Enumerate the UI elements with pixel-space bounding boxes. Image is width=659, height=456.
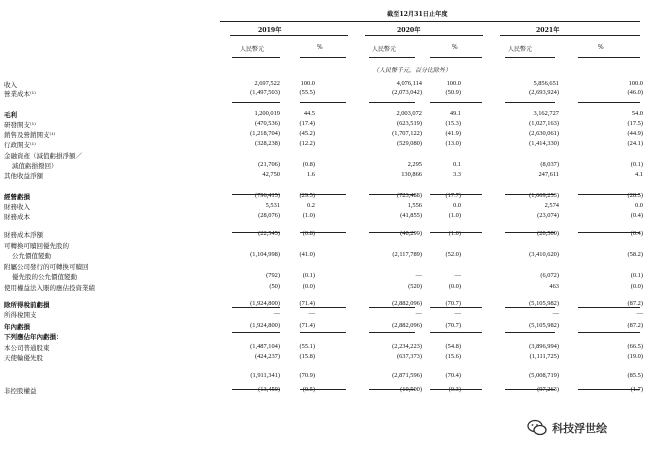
cell-value: 0.2 — [307, 202, 315, 209]
cell-value: (520) — [408, 283, 422, 290]
sum-rule — [505, 194, 555, 195]
cell-value: (0.8) — [302, 161, 315, 168]
watermark-text: 科技浮世绘 — [552, 422, 608, 435]
sum-rule — [300, 389, 346, 390]
cell-value: (2,882,096) — [392, 322, 422, 329]
wechat-bubble-icon — [527, 419, 547, 437]
cell-value: (1,027,163) — [529, 120, 559, 127]
cell-value: (50.9) — [445, 89, 461, 96]
sum-rule — [578, 307, 640, 308]
cell-value: — — [454, 310, 461, 317]
cell-value: (0.1) — [630, 161, 643, 168]
row-label: 營業成本⁽¹⁾ — [4, 90, 36, 98]
sum-rule — [430, 102, 482, 103]
cell-value: — — [454, 272, 461, 279]
cell-value: (2,234,223) — [392, 343, 422, 350]
cell-value: (1,707,122) — [392, 130, 422, 137]
cell-value: 5,531 — [265, 202, 280, 209]
cell-value: 1,556 — [407, 202, 422, 209]
cell-value: (97,263) — [537, 386, 559, 393]
header-rule — [220, 21, 640, 22]
sum-rule — [430, 307, 482, 308]
cell-value: (1.0) — [448, 212, 461, 219]
year-2020: 2020年 — [397, 27, 421, 34]
cell-value: (46.0) — [627, 89, 643, 96]
cell-value: (529,080) — [396, 140, 422, 147]
cell-value: 100.0 — [300, 80, 315, 87]
cell-value: 5,856,651 — [533, 80, 559, 87]
cell-value: (470,536) — [254, 120, 280, 127]
cell-value: (792) — [266, 272, 280, 279]
cell-value: (1.0) — [302, 212, 315, 219]
sum-rule — [505, 332, 555, 333]
cell-value: (1,111,725) — [529, 353, 559, 360]
sum-rule — [369, 307, 415, 308]
sum-rule — [369, 389, 415, 390]
cell-value: (15.6) — [445, 353, 461, 360]
year-2021: 2021年 — [536, 27, 560, 34]
cell-value: (71.4) — [299, 300, 315, 307]
cell-value: (0.8) — [302, 230, 315, 237]
cell-value: (0.0) — [448, 283, 461, 290]
cell-value: 3.3 — [453, 171, 461, 178]
cell-value: (3,896,994) — [529, 343, 559, 350]
cell-value: 42,750 — [262, 171, 280, 178]
cell-value: 100.0 — [446, 80, 461, 87]
watermark — [527, 417, 607, 437]
row-label: 下列應佔年內虧損： — [4, 333, 63, 341]
col-pct-2020: % — [452, 44, 458, 51]
cell-value: (41.9) — [445, 130, 461, 137]
cell-value: — — [415, 272, 422, 279]
cell-value: (328,238) — [254, 140, 280, 147]
subrule — [505, 57, 555, 58]
row-label: 毛利 — [4, 111, 17, 119]
cell-value: (1,497,503) — [250, 89, 280, 96]
sum-rule — [300, 332, 346, 333]
sum-rule — [300, 194, 346, 195]
row-label: 其他收益淨額 — [4, 172, 43, 180]
row-label: 財務收入 — [4, 203, 30, 211]
cell-value: (45.2) — [299, 130, 315, 137]
cell-value: (0.3) — [448, 386, 461, 393]
sum-rule — [430, 194, 482, 195]
cell-value: (70.9) — [299, 372, 315, 379]
cell-value: (1.7) — [630, 386, 643, 393]
period-header: 截至12月31日止年度 — [387, 11, 448, 18]
rule-2021 — [500, 35, 640, 36]
cell-value: (58.2) — [627, 251, 643, 258]
row-label: 財務成本淨額 — [4, 231, 43, 239]
row-label: 行政開支⁽¹⁾ — [4, 141, 36, 149]
cell-value: (0.0) — [630, 283, 643, 290]
sum-rule — [369, 194, 415, 195]
col-rmb-2020: 人民幣元 — [372, 46, 397, 53]
cell-value: (28.5) — [627, 192, 643, 199]
cell-value: (1,104,998) — [250, 251, 280, 258]
cell-value: 1.6 — [307, 171, 315, 178]
cell-value: 0.0 — [635, 202, 643, 209]
cell-value: (6,072) — [540, 272, 559, 279]
cell-value: (5,105,982) — [529, 300, 559, 307]
cell-value: (29.5) — [299, 192, 315, 199]
cell-value: (2,693,924) — [529, 89, 559, 96]
cell-value: (87.2) — [627, 300, 643, 307]
sum-rule — [232, 102, 280, 103]
cell-value: (1,924,800) — [250, 322, 280, 329]
sum-rule — [232, 332, 280, 333]
sum-rule — [232, 389, 280, 390]
sum-rule — [505, 307, 555, 308]
cell-value: (2,073,042) — [392, 89, 422, 96]
cell-value: 0.0 — [453, 202, 461, 209]
cell-value: 4.1 — [635, 171, 643, 178]
cell-value: (17.5) — [627, 120, 643, 127]
cell-value: (2,630,061) — [529, 130, 559, 137]
cell-value: (3,410,620) — [529, 251, 559, 258]
sum-rule — [578, 332, 640, 333]
cell-value: 54.0 — [631, 110, 643, 117]
row-label: 天使輪優先股 — [4, 354, 43, 362]
cell-value: (723,488) — [396, 192, 422, 199]
cell-value: 1,200,019 — [254, 110, 280, 117]
cell-value: (71.4) — [299, 322, 315, 329]
cell-value: (19.0) — [627, 353, 643, 360]
cell-value: (50) — [269, 283, 280, 290]
cell-value: (1,911,341) — [250, 372, 280, 379]
cell-value: (41,855) — [400, 212, 422, 219]
cell-value: — — [415, 310, 422, 317]
cell-value: (637,373) — [396, 353, 422, 360]
sum-rule — [232, 307, 280, 308]
cell-value: — — [308, 310, 315, 317]
row-label: 公允價值變動 — [12, 252, 51, 260]
subrule — [369, 57, 415, 58]
cell-value: (1,487,104) — [250, 343, 280, 350]
cell-value: 130,866 — [401, 171, 422, 178]
cell-value: (23,074) — [537, 212, 559, 219]
cell-value: (1,414,330) — [529, 140, 559, 147]
row-label: 經營虧損 — [4, 193, 30, 201]
year-2019: 2019年 — [258, 27, 282, 34]
sum-rule — [300, 232, 346, 233]
cell-value: (424,237) — [254, 353, 280, 360]
cell-value: (21,706) — [258, 161, 280, 168]
cell-value: (15.3) — [445, 120, 461, 127]
cell-value: (8,037) — [540, 161, 559, 168]
col-rmb-2019: 人民幣元 — [240, 46, 265, 53]
row-label: 年內虧損 — [4, 323, 30, 331]
cell-value: (87.2) — [627, 322, 643, 329]
cell-value: (2,117,789) — [392, 251, 422, 258]
cell-value: — — [273, 310, 280, 317]
sum-rule — [430, 389, 482, 390]
cell-value: — — [636, 310, 643, 317]
cell-value: (13.0) — [445, 140, 461, 147]
row-label: 優先股的公允價值變動 — [12, 273, 77, 281]
sum-rule — [505, 232, 555, 233]
sum-rule — [578, 232, 640, 233]
cell-value: (70.7) — [445, 300, 461, 307]
cell-value: (0.1) — [630, 272, 643, 279]
cell-value: (2,882,096) — [392, 300, 422, 307]
cell-value: (1,669,253) — [529, 192, 559, 199]
sum-rule — [369, 102, 415, 103]
cell-value: 2,697,522 — [254, 80, 280, 87]
unit-note: （人民幣千元，百分比除外） — [373, 67, 452, 74]
cell-value: (70.4) — [445, 372, 461, 379]
cell-value: (44.9) — [627, 130, 643, 137]
sum-rule — [578, 102, 640, 103]
sum-rule — [578, 389, 640, 390]
cell-value: 463 — [549, 283, 559, 290]
cell-value: (22,545) — [258, 230, 280, 237]
cell-value: (52.0) — [445, 251, 461, 258]
cell-value: (12.2) — [299, 140, 315, 147]
cell-value: (1,218,704) — [250, 130, 280, 137]
cell-value: 4,076,114 — [396, 80, 422, 87]
cell-value: 0.1 — [453, 161, 461, 168]
cell-value: (17.4) — [299, 120, 315, 127]
row-label: 附屬公司發行的可轉換可贖回 — [4, 263, 89, 271]
cell-value: (0.4) — [630, 212, 643, 219]
sum-rule — [369, 232, 415, 233]
cell-value: (5,008,719) — [529, 372, 559, 379]
row-label: 減值虧損撥回） — [12, 162, 58, 170]
sum-rule — [300, 307, 346, 308]
cell-value: (85.5) — [627, 372, 643, 379]
cell-value: (0.5) — [302, 386, 315, 393]
subrule — [578, 57, 640, 58]
subrule — [430, 57, 482, 58]
row-label: 銷售及營銷開支⁽¹⁾ — [4, 131, 56, 139]
subrule — [300, 57, 346, 58]
cell-value: (70.7) — [445, 322, 461, 329]
row-label: 收入 — [4, 81, 17, 89]
cell-value: (41.0) — [299, 251, 315, 258]
sum-rule — [578, 194, 640, 195]
sum-rule — [505, 389, 555, 390]
cell-value: (28,076) — [258, 212, 280, 219]
sum-rule — [232, 194, 280, 195]
sum-rule — [505, 102, 555, 103]
cell-value: (24.1) — [627, 140, 643, 147]
cell-value: 3,162,727 — [533, 110, 559, 117]
cell-value: (0.0) — [302, 283, 315, 290]
row-label: 所得稅開支 — [4, 311, 37, 319]
cell-value: (40,299) — [400, 230, 422, 237]
row-label: 金融資產（減值虧損淨額／ — [4, 152, 82, 160]
cell-value: (54.8) — [445, 343, 461, 350]
cell-value: (2,871,596) — [392, 372, 422, 379]
cell-value: (0.1) — [302, 272, 315, 279]
cell-value: (13,459) — [258, 386, 280, 393]
cell-value: 2,295 — [407, 161, 422, 168]
cell-value: (15.8) — [299, 353, 315, 360]
row-label: 非控股權益 — [4, 387, 37, 395]
cell-value: 2,574 — [544, 202, 559, 209]
cell-value: (0.4) — [630, 230, 643, 237]
sum-rule — [300, 102, 346, 103]
cell-value: (1,924,800) — [250, 300, 280, 307]
cell-value: (55.1) — [299, 343, 315, 350]
sum-rule — [232, 232, 280, 233]
cell-value: 247,611 — [538, 171, 559, 178]
cell-value: (623,519) — [396, 120, 422, 127]
cell-value: (10,500) — [400, 386, 422, 393]
cell-value: (17.7) — [445, 192, 461, 199]
cell-value: (1.0) — [448, 230, 461, 237]
cell-value: 44.5 — [303, 110, 315, 117]
col-pct-2019: % — [317, 44, 323, 51]
subrule — [232, 57, 280, 58]
cell-value: 100.0 — [628, 80, 643, 87]
cell-value: (66.5) — [627, 343, 643, 350]
sum-rule — [430, 332, 482, 333]
cell-value: 2,003,072 — [396, 110, 422, 117]
row-label: 除所得稅前虧損 — [4, 301, 50, 309]
rule-2020 — [365, 35, 483, 36]
rule-2019 — [230, 35, 348, 36]
row-label: 可轉換可贖回優先股的 — [4, 242, 69, 250]
row-label: 研發開支⁽¹⁾ — [4, 121, 36, 129]
cell-value: (55.5) — [299, 89, 315, 96]
cell-value: (5,105,982) — [529, 322, 559, 329]
cell-value: (20,500) — [537, 230, 559, 237]
row-label: 使用權益法入賬的應佔投資業績 — [4, 284, 95, 292]
cell-value: (796,415) — [254, 192, 280, 199]
row-label: 本公司普通股東 — [4, 344, 50, 352]
row-label: 財務成本 — [4, 213, 30, 221]
cell-value: — — [552, 310, 559, 317]
cell-value: 49.1 — [449, 110, 461, 117]
sum-rule — [369, 332, 415, 333]
sum-rule — [430, 232, 482, 233]
col-pct-2021: % — [598, 44, 604, 51]
col-rmb-2021: 人民幣元 — [508, 46, 533, 53]
